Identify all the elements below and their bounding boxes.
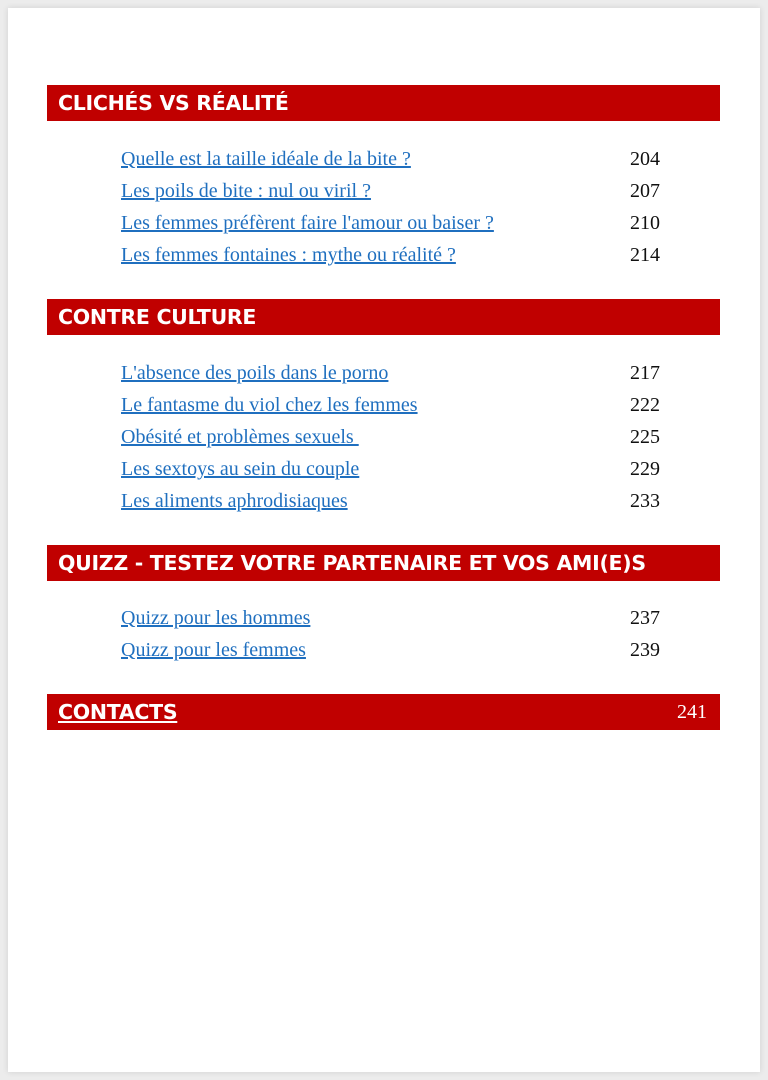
section-title: CONTRE CULTURE [58, 305, 257, 329]
toc-entry[interactable] [121, 146, 666, 172]
toc-entry-page: 214 [630, 244, 660, 266]
section-header [47, 85, 720, 121]
toc-entry-link[interactable]: Les femmes préfèrent faire l'amour ou baiser ? [121, 212, 494, 234]
contacts-link[interactable]: CONTACTS [58, 700, 178, 724]
section-header [47, 299, 720, 335]
toc-entry[interactable] [121, 178, 666, 204]
toc-entry[interactable] [121, 456, 666, 482]
toc-entry-link[interactable]: Le fantasme du viol chez les femmes [121, 394, 418, 416]
toc-entry-page: 237 [630, 607, 660, 629]
toc-entry[interactable] [121, 210, 666, 236]
toc-entry-link[interactable]: Obésité et problèmes sexuels [121, 426, 359, 448]
section-title: QUIZZ - TESTEZ VOTRE PARTENAIRE ET VOS AMI(E)S [58, 551, 646, 575]
toc-entry[interactable] [121, 392, 666, 418]
toc-entry-link[interactable]: Les femmes fontaines : mythe ou réalité ? [121, 244, 456, 266]
toc-entry-page: 204 [630, 148, 660, 170]
toc-entry-link[interactable]: Les poils de bite : nul ou viril ? [121, 180, 371, 202]
section-header [47, 545, 720, 581]
toc-entry-page: 233 [630, 490, 660, 512]
toc-entry-link[interactable]: Quelle est la taille idéale de la bite ? [121, 148, 411, 170]
toc-entry-link[interactable]: Quizz pour les hommes [121, 607, 311, 629]
toc-entry-page: 225 [630, 426, 660, 448]
section-title: CLICHÉS VS RÉALITÉ [58, 91, 289, 115]
toc-entry-page: 229 [630, 458, 660, 480]
toc-entry[interactable] [121, 637, 666, 663]
contacts-header[interactable] [47, 694, 720, 730]
toc-entry-page: 217 [630, 362, 660, 384]
toc-entry[interactable] [121, 488, 666, 514]
toc-entry-link[interactable]: Quizz pour les femmes [121, 639, 306, 661]
toc-entry[interactable] [121, 605, 666, 631]
toc-entry[interactable] [121, 424, 666, 450]
toc-entry-link[interactable]: Les sextoys au sein du couple [121, 458, 360, 480]
toc-entry-page: 210 [630, 212, 660, 234]
toc-entry[interactable] [121, 242, 666, 268]
toc-entry-link[interactable]: Les aliments aphrodisiaques [121, 490, 348, 512]
contacts-page: 241 [677, 701, 707, 723]
toc-entry-link[interactable]: L'absence des poils dans le porno [121, 362, 389, 384]
toc-entry-page: 222 [630, 394, 660, 416]
toc-entry-page: 239 [630, 639, 660, 661]
toc-entry-page: 207 [630, 180, 660, 202]
toc-entry[interactable] [121, 360, 666, 386]
